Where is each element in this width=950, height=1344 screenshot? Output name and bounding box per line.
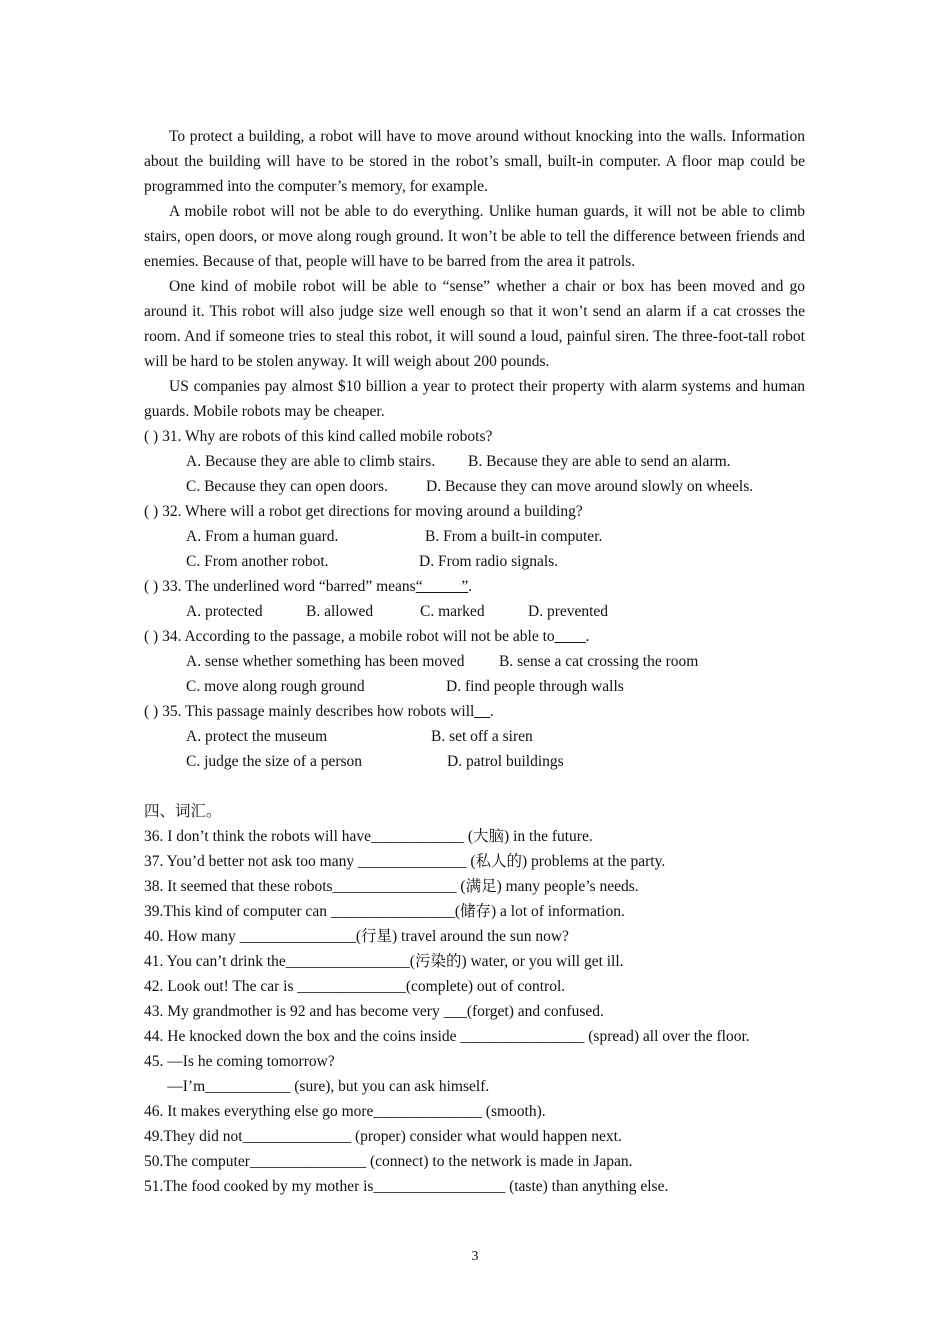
question-32-option-b: B. From a built-in computer. [425,528,603,545]
vocab-item: 51.The food cooked by my mother is_________________ (taste) than anything else. [144,1178,669,1195]
content [144,124,805,1199]
vocab-item: 42. Look out! The car is ______________(complete) out of control. [144,978,566,995]
question-35-options-row2 [144,749,805,774]
question-31-stem: ( ) 31. Why are robots of this kind called mobile robots? [144,428,493,445]
vocab-item: 44. He knocked down the box and the coins inside ________________ (spread) all over the floor. [144,1028,750,1045]
question-34-option-b: B. sense a cat crossing the room [499,653,699,670]
question-34-option-a: A. sense whether something has been moved [186,653,465,670]
question-34-option-d: D. find people through walls [446,678,624,695]
question-31-option-d: D. Because they can move around slowly on wheels. [426,478,754,495]
question-32-options-row1 [144,524,805,549]
passage-paragraph: A mobile robot will not be able to do everything. Unlike human guards, it will not be able to climb stairs, open doors, or move along rough ground. It won’t be able to tell the difference between friends and enemies. Because of that, people will have to be barred from the area it patrols. [144,203,805,270]
question-34-option-c: C. move along rough ground [186,678,365,695]
vocab-item: 45. —Is he coming tomorrow? [144,1053,335,1070]
question-33-option-d: D. prevented [528,603,609,620]
vocab-item: 37. You’d better not ask too many ______________ (私人的) problems at the party. [144,853,666,870]
question-35-options-row1 [144,724,805,749]
question-35-option-b: B. set off a siren [431,728,533,745]
question-34-stem-text: ( ) 34. According to the passage, a mobile robot will not be able to [144,628,555,645]
question-35-stem-text: ( ) 35. This passage mainly describes how robots will [144,703,475,720]
question-32-options-row2 [144,549,805,574]
question-35-stem [144,699,805,724]
question-33-stem-text: ( ) 33. The underlined word “barred” means [144,578,416,595]
question-33-blank: “_____” [415,578,469,595]
question-33-stem [144,574,805,599]
question-31-options-row1 [144,449,805,474]
vocab-item: 38. It seemed that these robots________________ (满足) many people’s needs. [144,878,639,895]
question-32-option-a: A. From a human guard. [186,528,339,545]
question-34-blank: ____ [554,628,586,645]
question-32-stem: ( ) 32. Where will a robot get directions for moving around a building? [144,503,583,520]
passage-paragraph: US companies pay almost $10 billion a year to protect their property with alarm systems and human guards. Mobile robots may be cheaper. [144,378,805,420]
vocab-item: 50.The computer_______________ (connect) to the network is made in Japan. [144,1153,633,1170]
question-34-options-row2 [144,674,805,699]
page-number: 3 [471,1249,479,1264]
question-34-options-row1 [144,649,805,674]
question-35-stem-end: . [489,703,494,720]
question-32-option-d: D. From radio signals. [419,553,559,570]
vocab-item: 43. My grandmother is 92 and has become very ___(forget) and confused. [144,1003,604,1020]
vocab-item: 41. You can’t drink the________________(污染的) water, or you will get ill. [144,953,624,970]
question-32-option-c: C. From another robot. [186,553,329,570]
question-33-option-c: C. marked [420,603,485,620]
vocab-item: 46. It makes everything else go more______________ (smooth). [144,1103,546,1120]
question-35-blank: __ [474,703,490,720]
question-33-option-a: A. protected [186,603,263,620]
question-31-option-c: C. Because they can open doors. [186,478,388,495]
question-33-stem-end: . [468,578,473,595]
question-34-stem-end: . [585,628,590,645]
question-34-stem [144,624,805,649]
question-35-option-c: C. judge the size of a person [186,753,363,770]
question-33-option-b: B. allowed [306,603,374,620]
vocab-item: 39.This kind of computer can ________________(储存) a lot of information. [144,903,625,920]
vocab-heading: 四、词汇。 [144,803,222,820]
vocab-item: 49.They did not______________ (proper) consider what would happen next. [144,1128,622,1145]
question-31-option-b: B. Because they are able to send an alarm. [468,453,731,470]
question-31-options-row2 [144,474,805,499]
vocab-item: 40. How many _______________(行星) travel around the sun now? [144,928,569,945]
question-31-option-a: A. Because they are able to climb stairs. [186,453,436,470]
vocab-item: 36. I don’t think the robots will have____________ (大脑) in the future. [144,828,593,845]
vocab-item: —I’m___________ (sure), but you can ask himself. [144,1078,490,1095]
question-33-options [144,599,805,624]
question-35-option-a: A. protect the museum [186,728,328,745]
passage-paragraph: One kind of mobile robot will be able to “sense” whether a chair or box has been moved and go around it. This robot will also judge size well enough so that it won’t send an alarm if a cat crosses the room. And if someone tries to steal this robot, it will sound a loud, painful siren. The three-foot-tall robot will be hard to be stolen anyway. It will weigh about 200 pounds. [144,278,805,370]
passage-paragraph: To protect a building, a robot will have to move around without knocking into the walls. Information about the building will have to be stored in the robot’s small, built-in computer. A floor map could be programmed into the computer’s memory, for example. [144,128,805,195]
question-35-option-d: D. patrol buildings [447,753,564,770]
section-gap [144,774,805,799]
